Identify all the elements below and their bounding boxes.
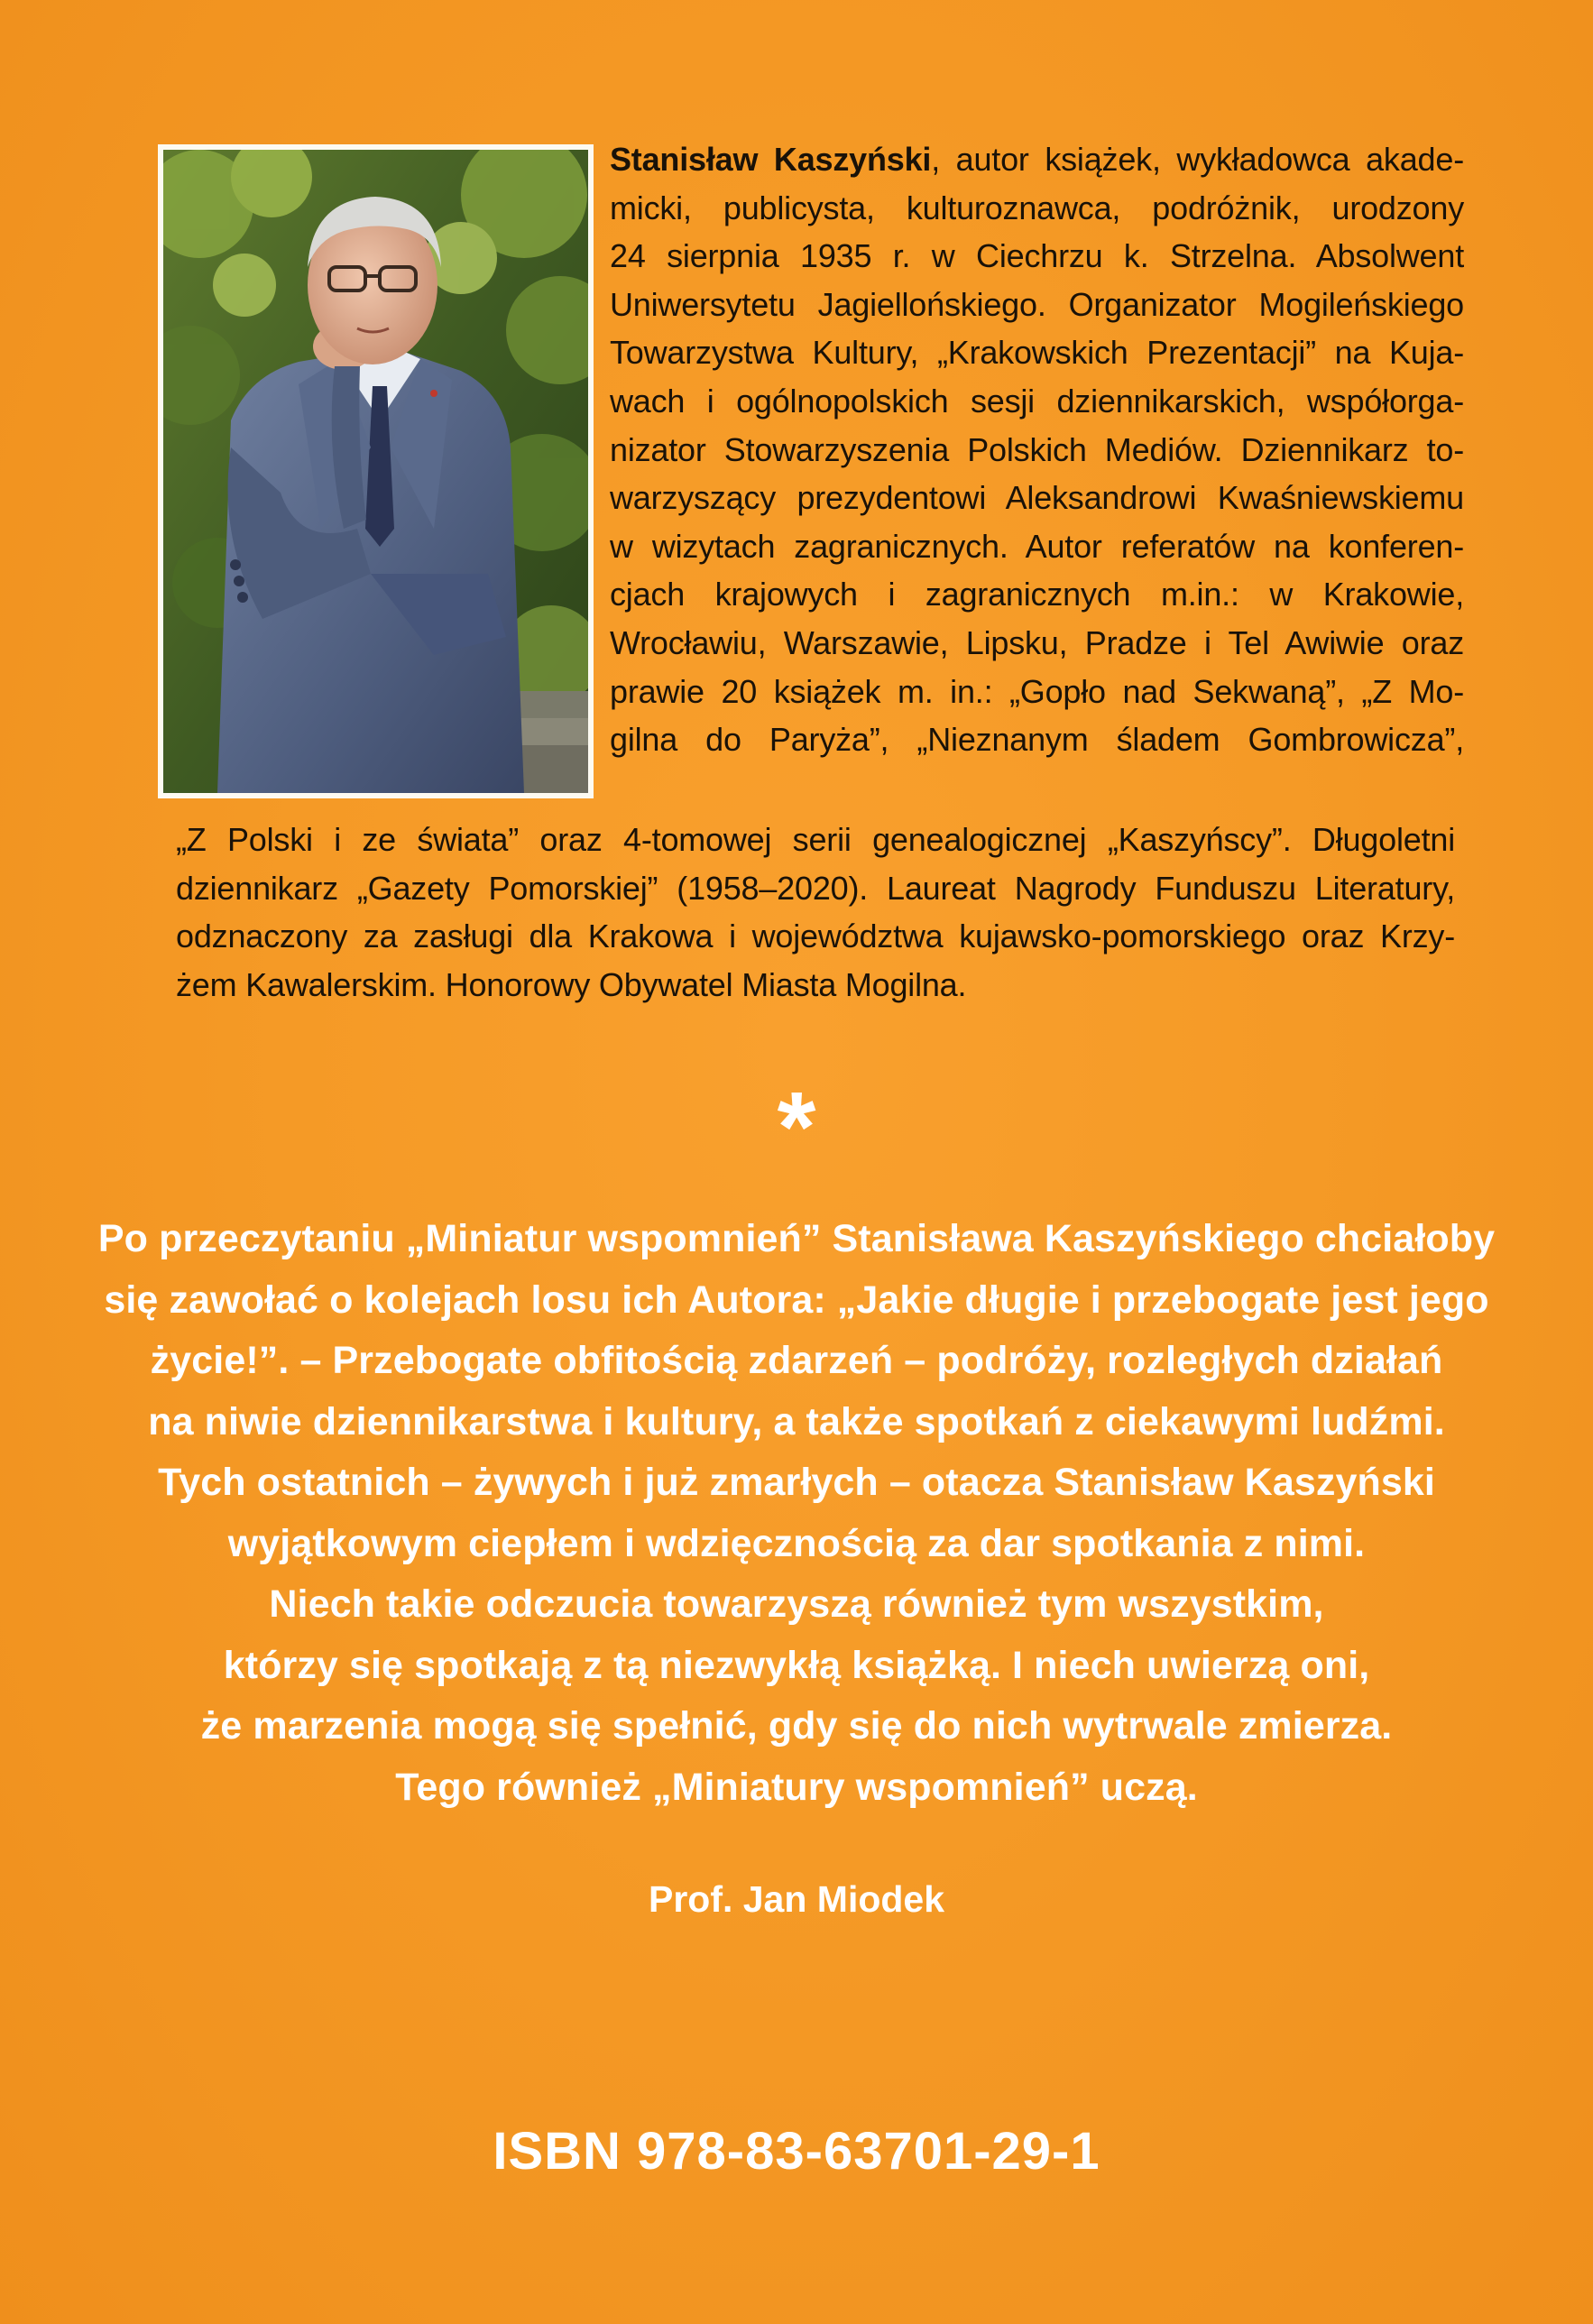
quote-line: wyjątkowym ciepłem i wdzięcznością za dar spotkania z nimi. (227, 1521, 1366, 1565)
bio-text-full-width (158, 816, 1464, 1009)
author-photo (163, 150, 588, 793)
bio-line: 24 sierpnia 1935 r. w Ciechrzu k. Strzelna. Absolwent (610, 237, 1464, 275)
bio-line (597, 135, 1464, 184)
quote-line: Tego również „Miniatury wspomnień” uczą. (395, 1765, 1198, 1809)
author-bio (158, 135, 1464, 1028)
author-photo-frame (158, 144, 594, 798)
bio-line: micki, publicysta, kulturoznawca, podróżnik, urodzony (610, 189, 1464, 226)
quote-line: Tych ostatnich – żywych i już zmarłych – otacza Stanisław Kaszyński (158, 1461, 1435, 1504)
quote-line: Niech takie odczucia towarzyszą również tym wszystkim, (269, 1582, 1324, 1626)
bio-line: w wizytach zagranicznych. Autor referatów na konferen- (610, 527, 1464, 565)
quote-line: życie!”. – Przebogate obfitością zdarzeń – podróży, rozległych działań (150, 1339, 1443, 1382)
bio-line: odznaczony za zasługi dla Krakowa i województwa kujawsko-pomorskiego oraz Krzy- (176, 918, 1455, 955)
bio-line: żem Kawalerskim. Honorowy Obywatel Miasta Mogilna. (176, 965, 967, 1003)
bio-line: warzyszący prezydentowi Aleksandrowi Kwaśniewskiemu (610, 479, 1464, 517)
bio-line: prawie 20 książek m. in.: „Gopło nad Sekwaną”, „Z Mo- (610, 672, 1464, 710)
bio-text-beside-photo (597, 135, 1464, 764)
quote-line: na niwie dziennikarstwa i kultury, a także spotkań z ciekawymi ludźmi. (148, 1399, 1445, 1443)
quote-line: się zawołać o kolejach losu ich Autora: „Jakie długie i przebogate jest jego (104, 1277, 1489, 1322)
bio-line: dziennikarz „Gazety Pomorskiej” (1958–2020). Laureat Nagrody Funduszu Literatury, (176, 869, 1455, 907)
bio-line: Towarzystwa Kultury, „Krakowskich Prezentacji” na Kuja- (610, 334, 1464, 372)
isbn-number: ISBN 978-83-63701-29-1 (493, 2122, 1100, 2181)
endorsement-quote (0, 1209, 1593, 1818)
bio-line: Uniwersytetu Jagiellońskiego. Organizator Mogileńskiego (610, 285, 1464, 323)
quote-line: Po przeczytaniu „Miniatur wspomnień” Stanisława Kaszyńskiego chciałoby (97, 1217, 1496, 1260)
quote-line: którzy się spotkają z tą niezwykłą książką. I niech uwierzą oni, (223, 1643, 1370, 1687)
bio-line: wach i ogólnopolskich sesji dziennikarskich, współorga- (610, 382, 1464, 420)
bio-first-line-rest: , autor książek, wykładowca akade- (931, 141, 1464, 178)
bio-line: Wrocławiu, Warszawie, Lipsku, Pradze i Tel Awiwie oraz (610, 623, 1464, 661)
bio-line: „Z Polski i ze świata” oraz 4-tomowej serii genealogicznej „Kaszyńscy”. Długoletni (176, 821, 1455, 858)
quote-line: że marzenia mogą się spełnić, gdy się do nich wytrwale zmierza. (200, 1704, 1393, 1748)
bio-line: nizator Stowarzyszenia Polskich Mediów. Dziennikarz to- (610, 430, 1464, 468)
section-separator: * (777, 1072, 816, 1183)
quote-author: Prof. Jan Miodek (648, 1878, 945, 1920)
bio-line: gilna do Paryża”, „Nieznanym śladem Gombrowicza”, (610, 721, 1464, 759)
author-name: Stanisław Kaszyński (610, 141, 932, 178)
bio-line: cjach krajowych i zagranicznych m.in.: w Krakowie, (610, 576, 1464, 613)
